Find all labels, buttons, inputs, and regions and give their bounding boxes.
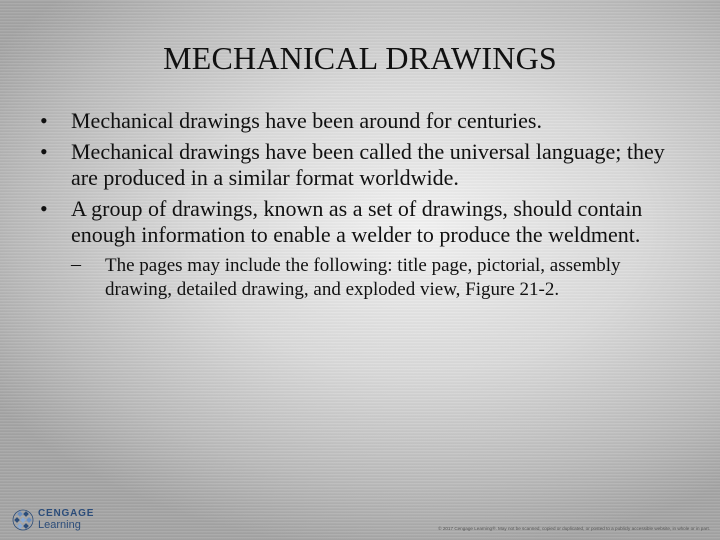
bullet-item (40, 108, 690, 134)
slide-title: MECHANICAL DRAWINGS (163, 40, 557, 76)
sub-bullet-list (71, 254, 690, 301)
sub-bullet-text: The pages may include the following: title page, pictorial, assembly drawing, detailed drawing, and exploded view, Figure 21-2. (105, 255, 621, 300)
bullet-text: A group of drawings, known as a set of drawings, should contain enough information to enable a welder to produce the weldment. (71, 196, 643, 247)
bullet-marker: • (40, 108, 48, 133)
bullet-marker: • (40, 196, 48, 221)
copyright-notice: © 2017 Cengage Learning®. May not be scanned, copied or duplicated, or posted to a publicly accessible website, in whole or in part. (438, 526, 710, 531)
sub-bullet-item (71, 254, 690, 301)
logo-text-learning: Learning (38, 519, 81, 531)
logo-text-cengage: CENGAGE (38, 508, 95, 519)
cengage-logo-icon (12, 509, 34, 531)
bullet-item (40, 196, 690, 301)
cengage-logo (12, 507, 102, 533)
bullet-item (40, 139, 690, 191)
bullet-text: Mechanical drawings have been around for centuries. (71, 108, 542, 133)
bullet-list (40, 108, 690, 306)
bullet-text: Mechanical drawings have been called the universal language; they are produced in a similar format worldwide. (71, 139, 665, 190)
sub-bullet-marker: – (71, 253, 81, 275)
bullet-marker: • (40, 139, 48, 164)
